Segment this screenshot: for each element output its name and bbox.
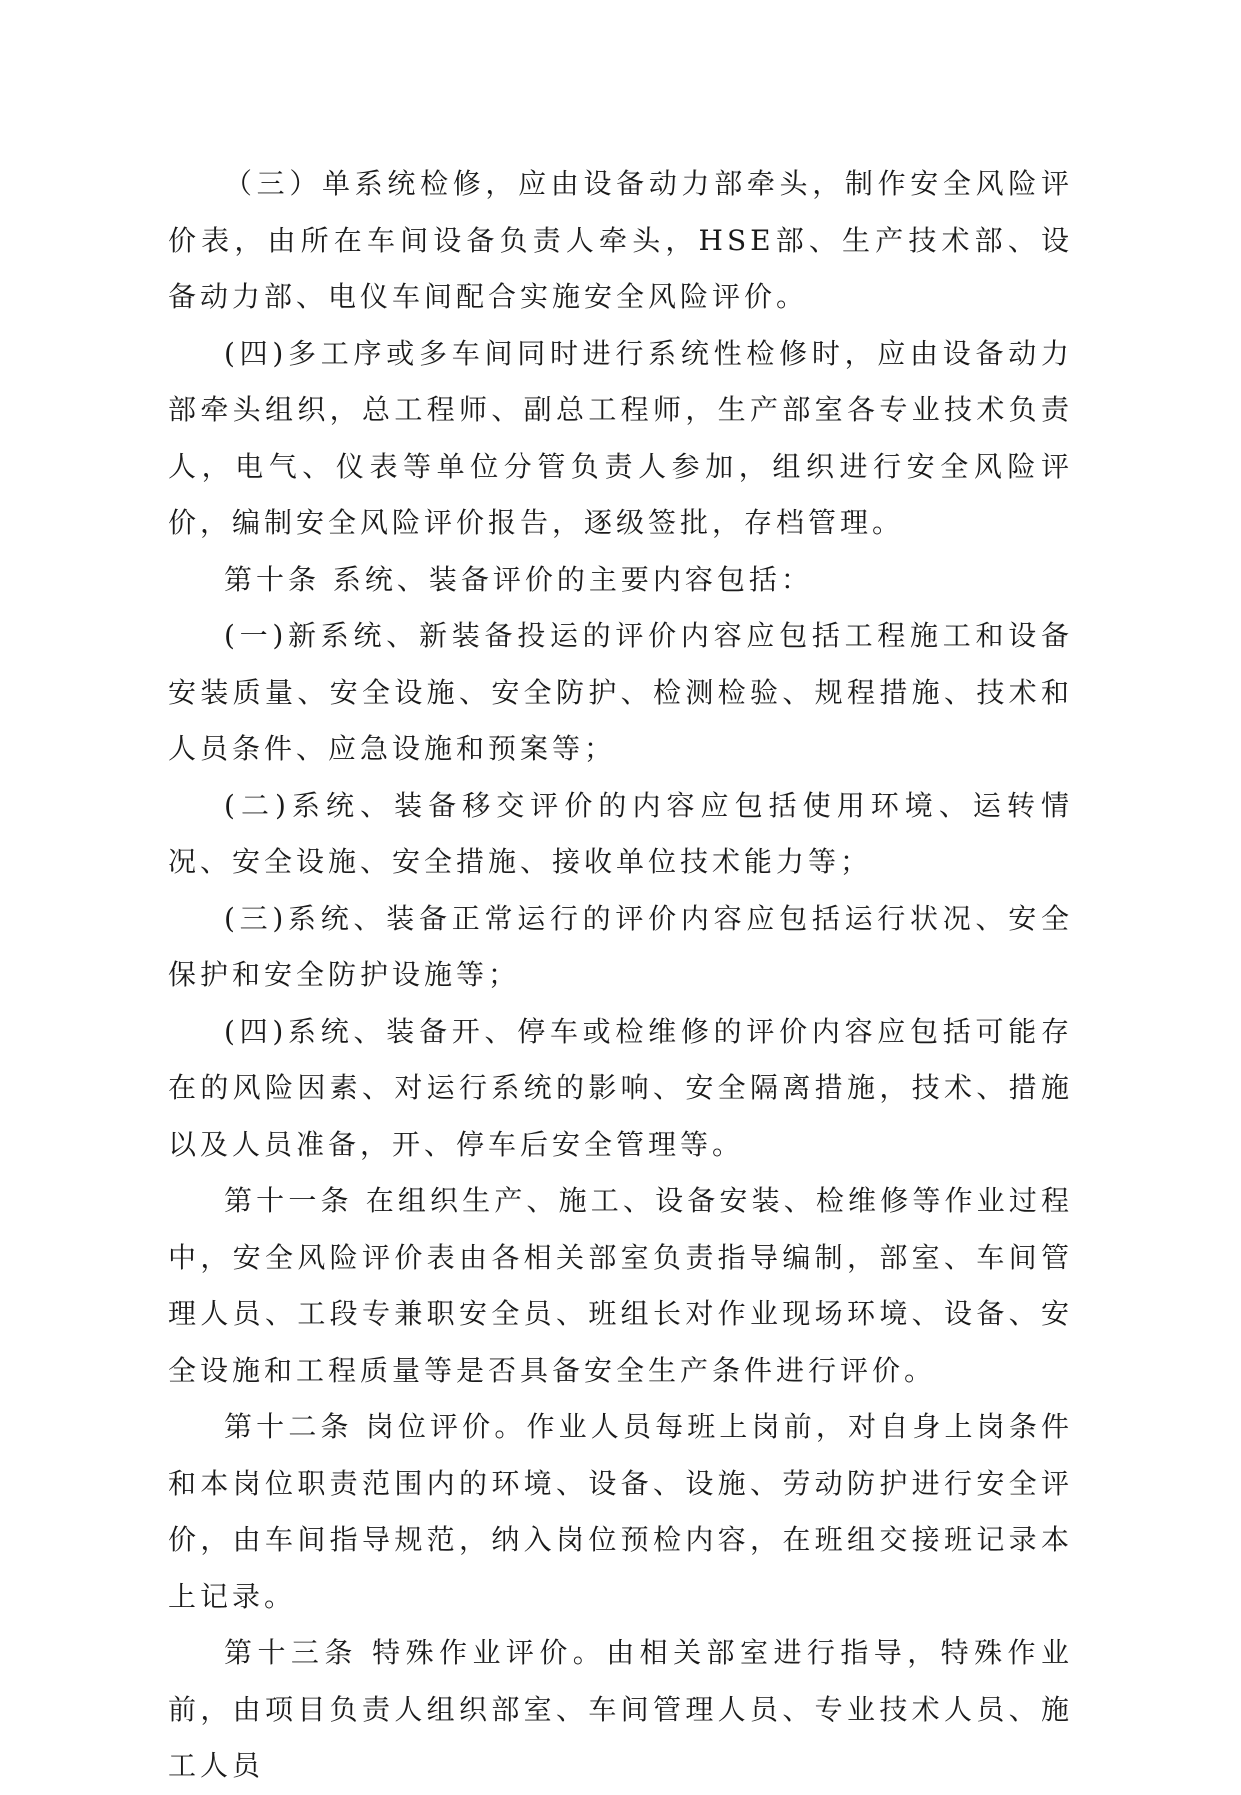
article-10-item-3: (三)系统、装备正常运行的评价内容应包括运行状况、安全保护和安全防护设施等；	[168, 901, 1073, 991]
article-11: 第十一条 在组织生产、施工、设备安装、检维修等作业过程中，安全风险评价表由各相关部室负责指导编制，部室、车间管理人员、工段专兼职安全员、班组长对作业现场环境、设备、安全设施和工程质量等是否具备安全生产条件进行评价。	[168, 1184, 1073, 1387]
article-10-item-1: (一)新系统、新装备投运的评价内容应包括工程施工和设备安装质量、安全设施、安全防护、检测检验、规程措施、技术和人员条件、应急设施和预案等；	[168, 619, 1073, 765]
article-10-heading: 第十条 系统、装备评价的主要内容包括：	[224, 562, 813, 596]
article-13: 第十三条 特殊作业评价。由相关部室进行指导，特殊作业前，由项目负责人组织部室、车间管理人员、专业技术人员、施工人员	[168, 1636, 1073, 1782]
article-10-item-4: (四)系统、装备开、停车或检维修的评价内容应包括可能存在的风险因素、对运行系统的影响、安全隔离措施，技术、措施以及人员准备，开、停车后安全管理等。	[168, 1014, 1073, 1161]
paragraph-inspection-multi-workshop: (四)多工序或多车间同时进行系统性检修时，应由设备动力部牵头组织，总工程师、副总工程师，生产部室各专业技术负责人，电气、仪表等单位分管负责人参加，组织进行安全风险评价，编制安全风险评价报告，逐级签批，存档管理。	[168, 336, 1073, 539]
paragraph-inspection-single-system: （三）单系统检修，应由设备动力部牵头，制作安全风险评价表，由所在车间设备负责人牵头，HSE部、生产技术部、设备动力部、电仪车间配合实施安全风险评价。	[168, 167, 1073, 313]
article-10-item-2: (二)系统、装备移交评价的内容应包括使用环境、运转情况、安全设施、安全措施、接收单位技术能力等；	[168, 788, 1073, 878]
document-body	[168, 156, 1073, 1795]
article-12: 第十二条 岗位评价。作业人员每班上岗前，对自身上岗条件和本岗位职责范围内的环境、设备、设施、劳动防护进行安全评价，由车间指导规范，纳入岗位预检内容，在班组交接班记录本上记录。	[168, 1410, 1073, 1613]
